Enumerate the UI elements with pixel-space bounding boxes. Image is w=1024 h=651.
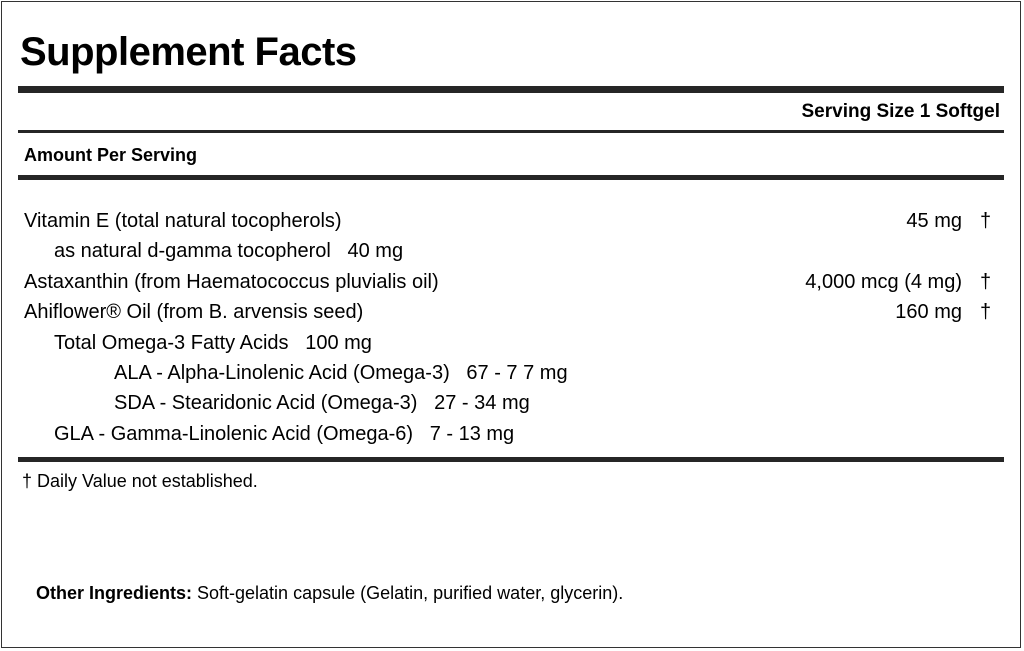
nutrient-amount: 4,000 mcg (4 mg) — [805, 270, 962, 293]
table-row — [18, 297, 1004, 327]
nutrient-amount: 45 mg — [906, 210, 962, 232]
nutrient-subrow-sda: SDA - Stearidonic Acid (Omega-3) 27 - 34 mg — [114, 392, 530, 415]
nutrient-daily-value: † — [980, 210, 992, 232]
supplement-facts-panel — [1, 1, 1021, 648]
other-ingredients-label: Other Ingredients: — [36, 583, 193, 603]
nutrient-subrow-vitamin-e: as natural d-gamma tocopherol 40 mg — [54, 240, 404, 263]
amount-per-serving-header: Amount Per Serving — [24, 145, 198, 165]
table-row — [18, 206, 1004, 236]
nutrient-rows — [18, 180, 1004, 457]
nutrient-name: Astaxanthin (from Haematococcus pluvialis oil) — [24, 270, 439, 293]
nutrient-amount: 160 mg — [895, 301, 962, 324]
nutrient-name: Vitamin E (total natural tocopherols) — [24, 210, 342, 232]
serving-size: Serving Size 1 Softgel — [801, 101, 1000, 122]
nutrient-daily-value: † — [980, 301, 992, 324]
nutrient-daily-value: † — [980, 270, 992, 293]
nutrient-subrow-ala: ALA - Alpha-Linolenic Acid (Omega-3) 67 - 7 7 mg — [114, 361, 568, 384]
nutrient-name: Ahiflower® Oil (from B. arvensis seed) — [24, 301, 364, 324]
table-row — [18, 267, 1004, 297]
divider-title — [18, 86, 1004, 93]
daily-value-footnote: † Daily Value not established. — [22, 471, 258, 492]
other-ingredients — [18, 555, 1004, 605]
panel-inner — [18, 12, 1004, 498]
nutrient-subrow-total-omega3: Total Omega-3 Fatty Acids 100 mg — [54, 331, 372, 354]
page-title: Supplement Facts — [20, 30, 357, 74]
other-ingredients-text: Soft-gelatin capsule (Gelatin, purified water, glycerin). — [192, 583, 624, 603]
nutrient-subrow-gla: GLA - Gamma-Linolenic Acid (Omega-6) 7 - 13 mg — [54, 422, 515, 445]
